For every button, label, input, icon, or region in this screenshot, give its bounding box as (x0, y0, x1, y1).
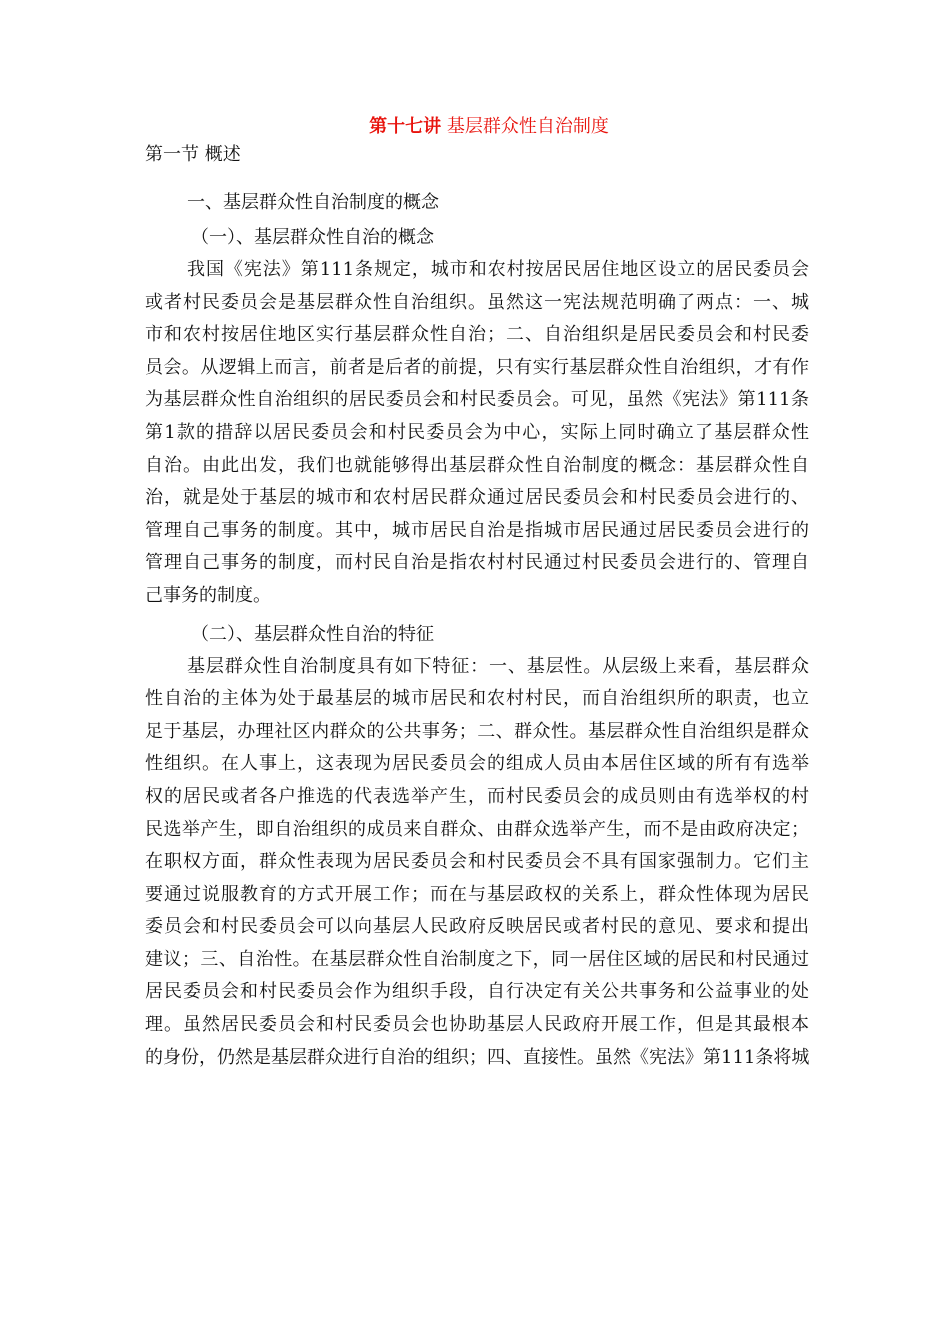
paragraph-line: 市和农村按居住地区实行基层群众性自治；二、自治组织是居民委员会和村民委 (145, 324, 809, 346)
paragraph-line: 基层群众性自治制度具有如下特征：一、基层性。从层级上来看，基层群众 (187, 655, 809, 677)
paragraph-line: 为基层群众性自治组织的居民委员会和村民委员会。可见，虽然《宪法》第111条 (145, 389, 809, 411)
lecture-topic: 基层群众性自治制度 (441, 116, 609, 137)
lecture-title (169, 112, 809, 142)
lecture-number: 第十七讲 (369, 116, 442, 137)
paragraph-line: 管理自己事务的制度，而村民自治是指农村村民通过村民委员会进行的、管理自 (145, 552, 809, 574)
paragraph-line: 管理自己事务的制度。其中，城市居民自治是指城市居民通过居民委员会进行的 (145, 519, 809, 541)
paragraph-line: 治，就是处于基层的城市和农村居民群众通过居民委员会和村民委员会进行的、 (145, 487, 809, 509)
paragraph-line: 自治。由此出发，我们也就能够得出基层群众性自治制度的概念：基层群众性自 (145, 454, 809, 476)
section-heading: 第一节 概述 (145, 144, 241, 165)
paragraph-line: 民选举产生，即自治组织的成员来自群众、由群众选举产生，而不是由政府决定； (145, 818, 809, 840)
paragraph-line: 建议；三、自治性。在基层群众性自治制度之下，同一居住区域的居民和村民通过 (145, 948, 809, 970)
paragraph-line: 理。虽然居民委员会和村民委员会也协助基层人民政府开展工作，但是其最根本 (145, 1014, 809, 1036)
paragraph-line: 我国《宪法》第111条规定，城市和农村按居民居住地区设立的居民委员会 (187, 259, 809, 280)
paragraph-line: 己事务的制度。 (145, 584, 271, 606)
paragraph-line: 的身份，仍然是基层群众进行自治的组织；四、直接性。虽然《宪法》第111条将城 (145, 1046, 809, 1068)
paragraph-line: 足于基层，办理社区内群众的公共事务；二、群众性。基层群众性自治组织是群众 (145, 720, 809, 742)
paragraph-features (145, 651, 809, 1075)
paragraph-line: 性自治的主体为处于最基层的城市居民和农村村民，而自治组织所的职责，也立 (145, 688, 809, 710)
paragraph-line: 或者村民委员会是基层群众性自治组织。虽然这一宪法规范明确了两点：一、城 (145, 291, 809, 313)
subheading-features: （二）、基层群众性自治的特征 (191, 623, 434, 645)
document-page (145, 112, 809, 1074)
paragraph-line: 员会。从逻辑上而言，前者是后者的前提，只有实行基层群众性自治组织，才有作 (145, 356, 809, 378)
paragraph-line: 性组织。在人事上，这表现为居民委员会的组成人员由本居住区域的所有有选举 (145, 753, 809, 775)
paragraph-line: 要通过说服教育的方式开展工作；而在与基层政权的关系上，群众性体现为居民 (145, 883, 809, 905)
subheading-concept: （一）、基层群众性自治的概念 (191, 227, 434, 248)
paragraph-line: 委员会和村民委员会可以向基层人民政府反映居民或者村民的意见、要求和提出 (145, 916, 809, 938)
paragraph-line: 在职权方面，群众性表现为居民委员会和村民委员会不具有国家强制力。它们主 (145, 851, 809, 873)
paragraph-line: 居民委员会和村民委员会作为组织手段，自行决定有关公共事务和公益事业的处 (145, 981, 809, 1003)
paragraph-line: 第1款的措辞以居民委员会和村民委员会为中心，实际上同时确立了基层群众性 (145, 421, 809, 443)
paragraph-concept (145, 254, 809, 613)
paragraph-line: 权的居民或者各户推选的代表选举产生，而村民委员会的成员则由有选举权的村 (145, 785, 809, 807)
concept-heading: 一、基层群众性自治制度的概念 (187, 192, 439, 213)
